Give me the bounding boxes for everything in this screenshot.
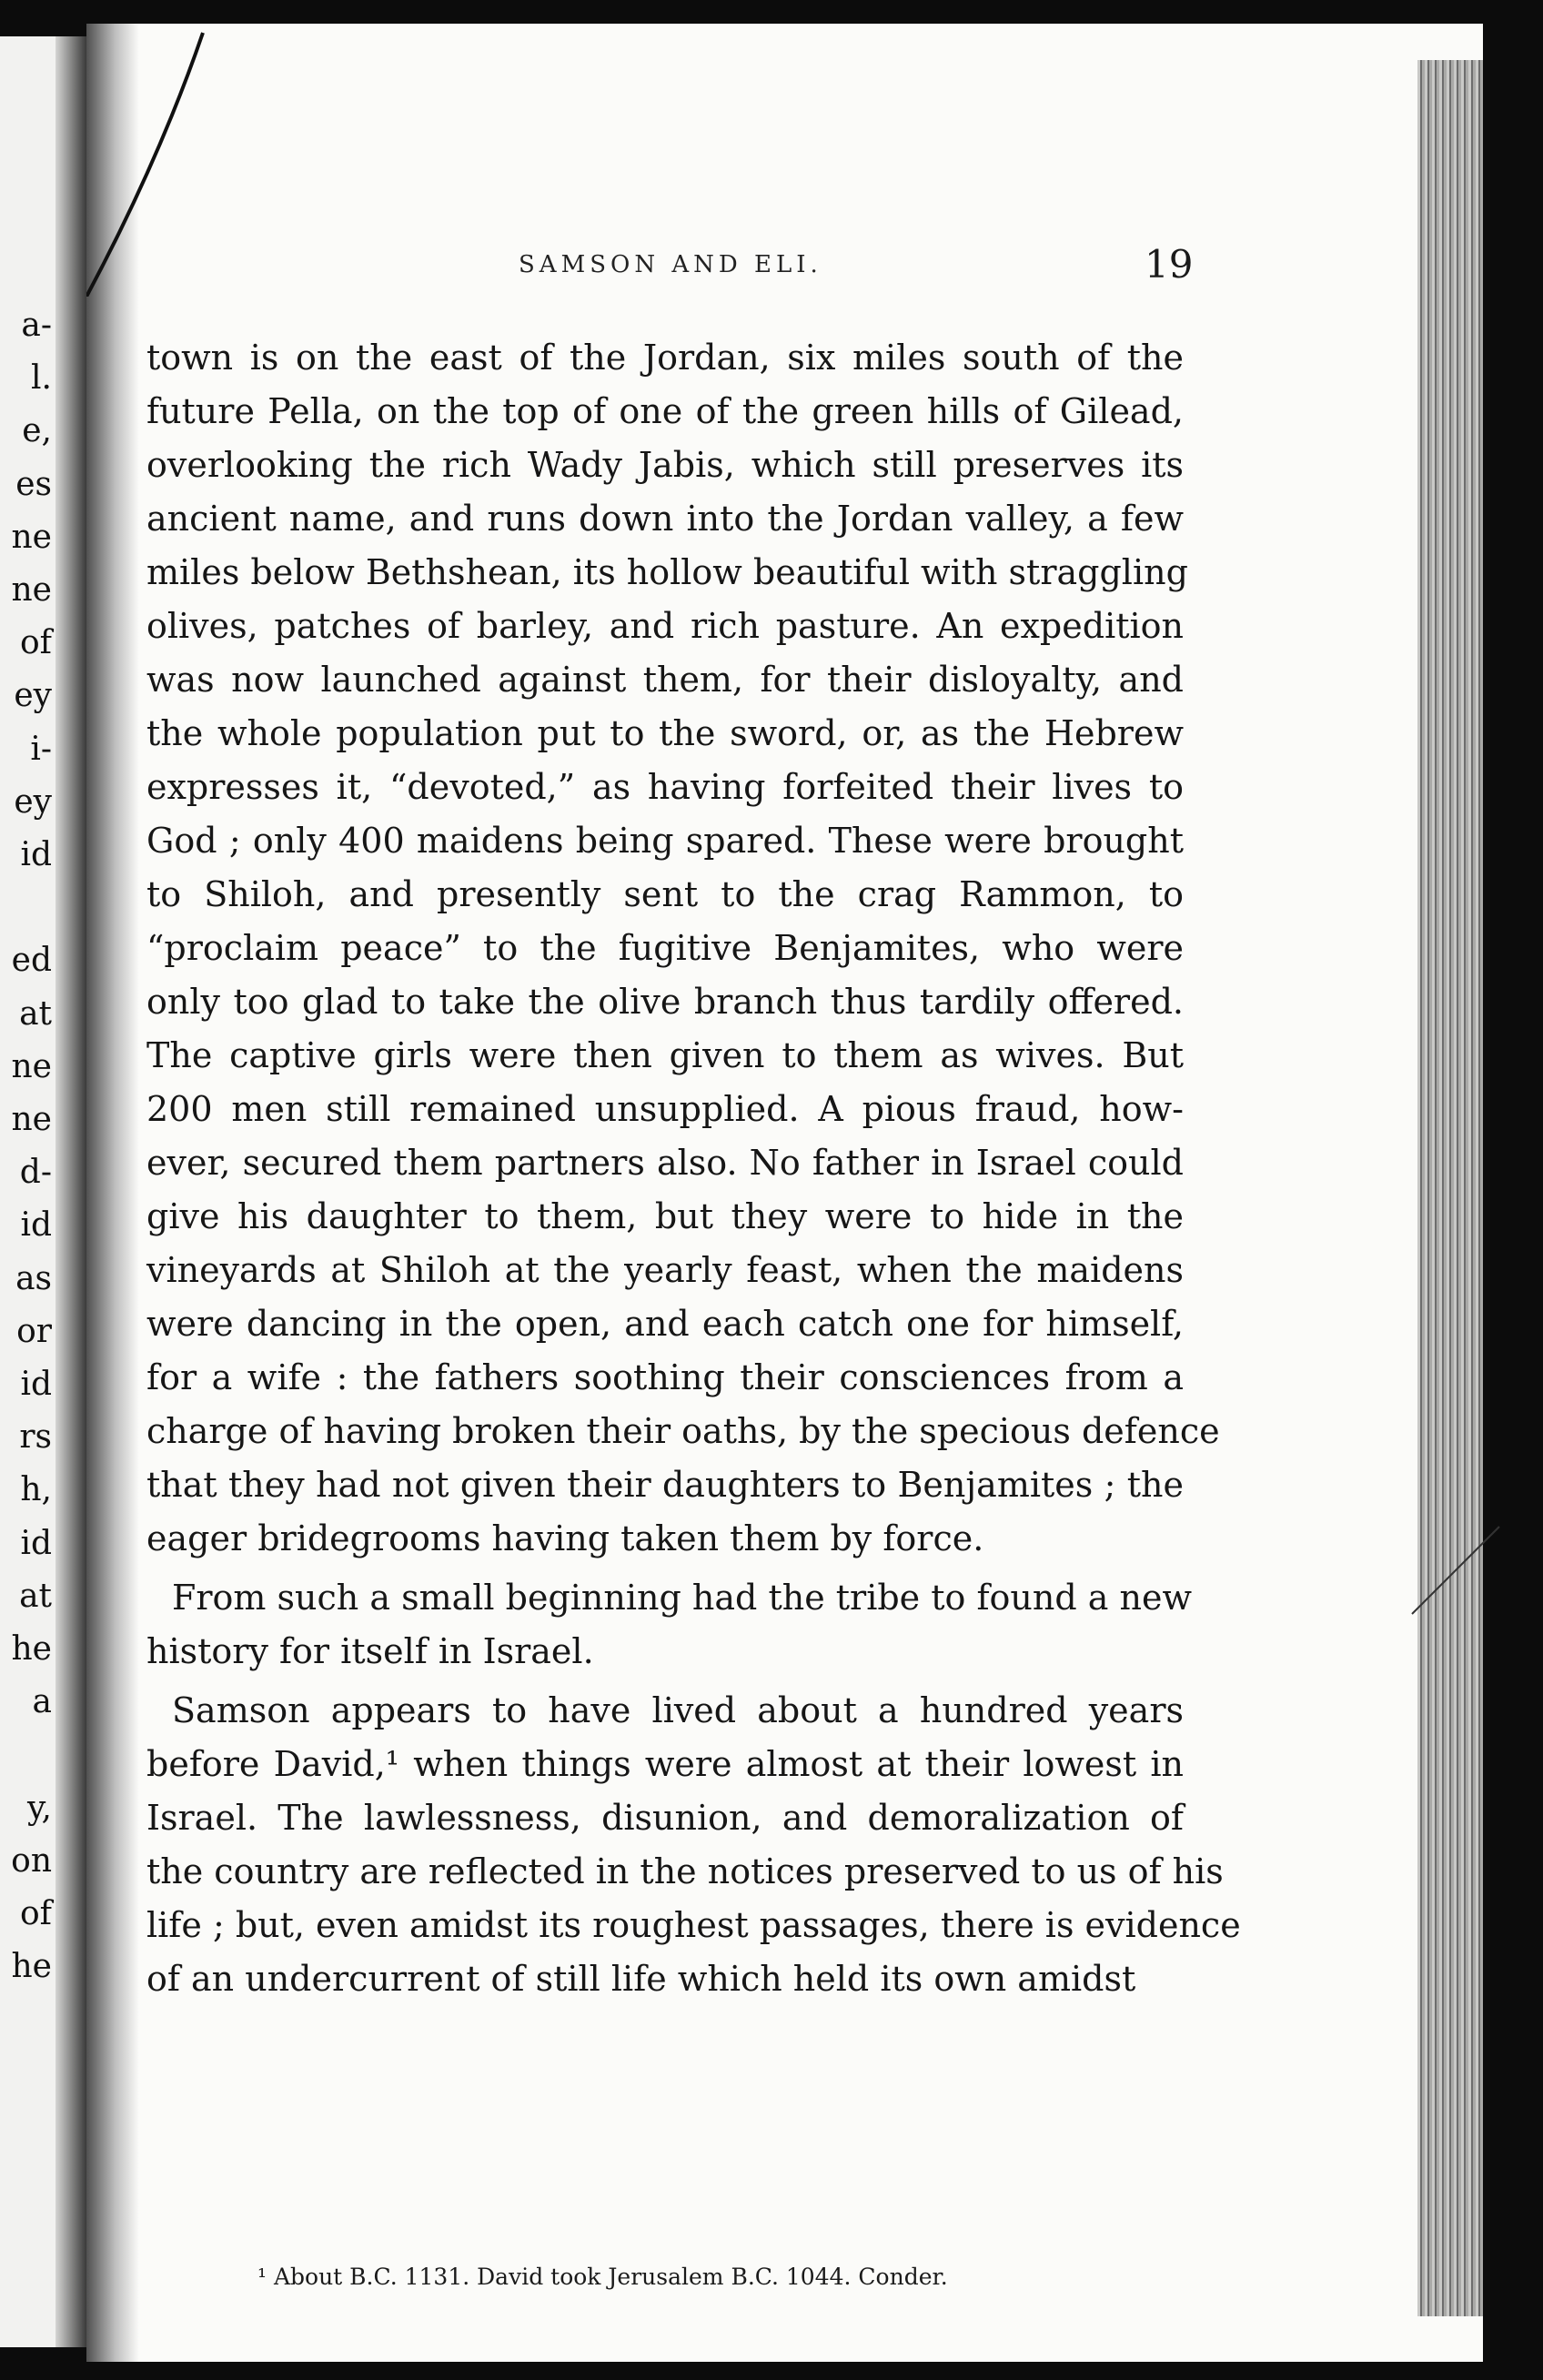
text-line: for a wife : the fathers soothing their consciences from a xyxy=(146,1357,1184,1397)
previous-page-fragment: ed xyxy=(11,942,52,980)
text-line: town is on the east of the Jordan, six miles south of the xyxy=(146,338,1184,378)
previous-page-fragment: ne xyxy=(11,571,52,609)
text-line: was now launched against them, for their disloyalty, and xyxy=(146,660,1184,700)
previous-page-fragment: h, xyxy=(20,1471,52,1509)
previous-page-fragment: y, xyxy=(27,1789,52,1827)
previous-page-fragment: l. xyxy=(31,359,52,398)
gutter-shadow xyxy=(86,24,139,2362)
previous-page-fragment: at xyxy=(19,1577,52,1615)
previous-page-fragment: id xyxy=(20,1524,52,1562)
previous-page-fragment: i- xyxy=(30,730,52,768)
previous-page-fragment: a- xyxy=(21,307,52,344)
text-line: to Shiloh, and presently sent to the crag Rammon, to xyxy=(146,874,1184,914)
text-line: eager bridegrooms having taken them by force. xyxy=(146,1518,984,1558)
text-line: olives, patches of barley, and rich pasture. An expedition xyxy=(146,606,1184,646)
text-line: Israel. The lawlessness, disunion, and demoralization of xyxy=(146,1798,1184,1838)
text-line: ever, secured them partners also. No father in Israel could xyxy=(146,1143,1184,1183)
pen-stroke-mark xyxy=(86,24,214,297)
text-line: vineyards at Shiloh at the yearly feast, when the maidens xyxy=(146,1250,1184,1290)
previous-page-fragment: or xyxy=(16,1312,52,1350)
previous-page-fragment: as xyxy=(15,1259,52,1297)
previous-page-fragment: a xyxy=(32,1683,52,1721)
previous-page-fragment: e, xyxy=(22,412,52,450)
text-line: were dancing in the open, and each catch one for himself, xyxy=(146,1304,1184,1344)
text-line: history for itself in Israel. xyxy=(146,1631,594,1671)
page-edge xyxy=(1417,60,1483,2316)
text-line: the country are reflected in the notices preserved to us of his xyxy=(146,1851,1224,1891)
book-page xyxy=(86,24,1483,2362)
text-line: “proclaim peace” to the fugitive Benjamites, who were xyxy=(146,928,1184,968)
footnote: ¹ About B.C. 1131. David took Jerusalem B.C. 1044. Conder. xyxy=(257,2264,948,2290)
text-line: expresses it, “devoted,” as having forfeited their lives to xyxy=(146,767,1184,807)
text-line: before David,¹ when things were almost at their lowest in xyxy=(146,1744,1184,1784)
page-number: 19 xyxy=(1145,242,1194,287)
previous-page-gutter xyxy=(55,36,86,2347)
text-line: Samson appears to have lived about a hundred years xyxy=(172,1690,1184,1730)
previous-page-fragment: at xyxy=(19,994,52,1033)
previous-page-fragment: of xyxy=(20,624,52,662)
previous-page-fragment: he xyxy=(11,1948,52,1986)
previous-page xyxy=(0,36,86,2347)
previous-page-fragment: d- xyxy=(19,1154,52,1192)
text-line: of an undercurrent of still life which held its own amidst xyxy=(146,1959,1136,1999)
previous-page-fragment: ey xyxy=(14,677,52,715)
previous-page-fragment: id xyxy=(20,1366,52,1403)
previous-page-fragment: rs xyxy=(19,1418,52,1457)
text-line: life ; but, even amidst its roughest passages, there is evidence xyxy=(146,1905,1241,1945)
previous-page-fragment: ne xyxy=(11,518,52,556)
previous-page-fragment: ey xyxy=(14,782,52,821)
text-line: 200 men still remained unsupplied. A pious fraud, how- xyxy=(146,1089,1184,1129)
previous-page-fragment: id xyxy=(20,1206,52,1245)
text-line: charge of having broken their oaths, by the specious defence xyxy=(146,1411,1220,1451)
text-line: From such a small beginning had the tribe to found a new xyxy=(172,1578,1192,1618)
previous-page-fragment: es xyxy=(15,465,52,503)
running-head: SAMSON AND ELI. xyxy=(519,251,822,278)
previous-page-fragment: he xyxy=(11,1630,52,1668)
text-line: ancient name, and runs down into the Jordan valley, a few xyxy=(146,499,1184,539)
text-line: the whole population put to the sword, or, as the Hebrew xyxy=(146,713,1184,753)
previous-page-fragment: on xyxy=(11,1841,52,1880)
text-line: overlooking the rich Wady Jabis, which still preserves its xyxy=(146,445,1184,485)
text-line: give his daughter to them, but they were to hide in the xyxy=(146,1196,1184,1236)
previous-page-fragment: id xyxy=(20,836,52,873)
previous-page-fragment: ne xyxy=(11,1047,52,1085)
text-line: future Pella, on the top of one of the green hills of Gilead, xyxy=(146,391,1184,431)
previous-page-fragment: of xyxy=(20,1895,52,1932)
text-line: only too glad to take the olive branch thus tardily offered. xyxy=(146,982,1184,1022)
previous-page-fragment: ne xyxy=(11,1101,52,1138)
pen-stroke-mark-right xyxy=(1410,1525,1501,1616)
text-line: miles below Bethshean, its hollow beautiful with straggling xyxy=(146,552,1188,592)
text-line: that they had not given their daughters to Benjamites ; the xyxy=(146,1465,1184,1505)
text-line: The captive girls were then given to them as wives. But xyxy=(146,1035,1184,1075)
text-line: God ; only 400 maidens being spared. These were brought xyxy=(146,821,1184,861)
